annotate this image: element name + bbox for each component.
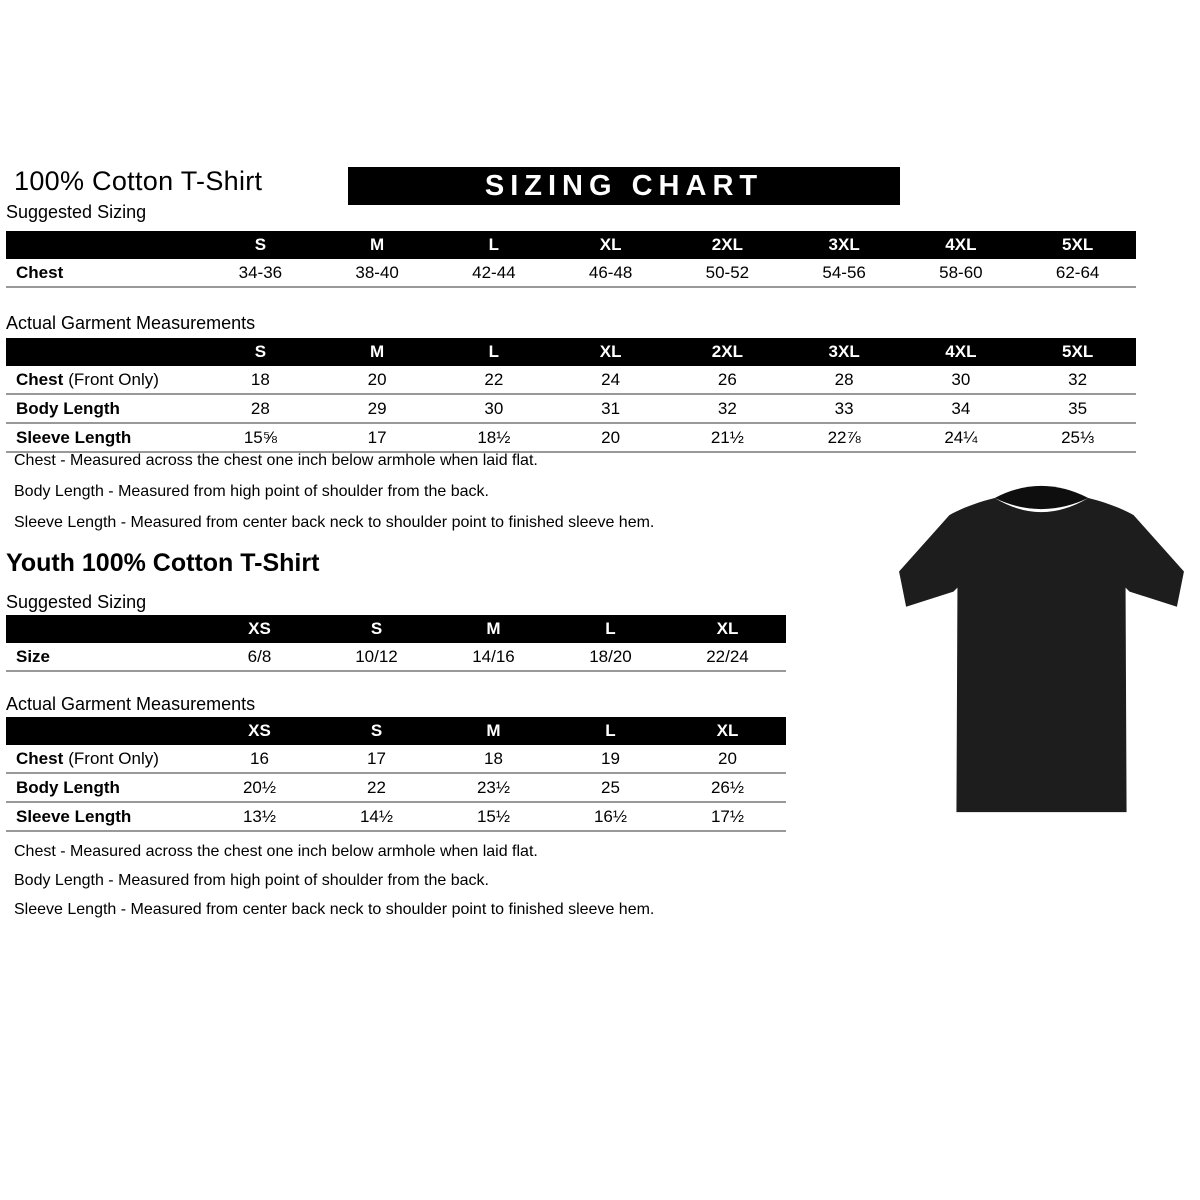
measurement-cell: 26	[669, 366, 786, 394]
row-label-suffix: (Front Only)	[68, 749, 159, 768]
measurement-cell: 28	[202, 394, 319, 423]
measurement-cell: 42-44	[436, 259, 553, 287]
sizing-chart-banner: SIZING CHART	[348, 167, 900, 205]
table-row	[6, 366, 1136, 394]
size-column-header: 2XL	[669, 231, 786, 259]
measurement-cell: 10/12	[318, 643, 435, 671]
note-line: Sleeve Length - Measured from center back neck to shoulder point to finished sleeve hem.	[14, 901, 655, 918]
size-column-header: M	[319, 231, 436, 259]
measurement-cell: 28	[786, 366, 903, 394]
adult-notes	[14, 452, 654, 545]
table-row	[6, 773, 786, 802]
row-label: Body Length	[6, 773, 201, 802]
size-column-header: 4XL	[903, 338, 1020, 366]
measurement-cell: 30	[903, 366, 1020, 394]
header-row	[6, 338, 1136, 366]
measurement-cell: 22	[318, 773, 435, 802]
measurement-cell: 16	[201, 745, 318, 773]
size-column-header: XS	[201, 717, 318, 745]
youth-actual-table	[6, 717, 786, 832]
size-column-header: M	[435, 717, 552, 745]
measurement-cell: 13½	[201, 802, 318, 831]
adult-suggested-table	[6, 231, 1136, 288]
row-label-suffix: (Front Only)	[68, 370, 159, 389]
size-column-header: 3XL	[786, 231, 903, 259]
measurement-cell: 50-52	[669, 259, 786, 287]
table-row	[6, 423, 1136, 452]
youth-actual-measurements-label: Actual Garment Measurements	[6, 694, 256, 714]
page-title: 100% Cotton T-Shirt	[14, 166, 263, 196]
size-column-header: XL	[552, 338, 669, 366]
header-row	[6, 231, 1136, 259]
measurement-cell: 24	[552, 366, 669, 394]
measurement-cell: 25	[552, 773, 669, 802]
measurement-cell: 22/24	[669, 643, 786, 671]
corner-cell	[6, 338, 202, 366]
size-column-header: 5XL	[1019, 338, 1136, 366]
measurement-cell: 20	[319, 366, 436, 394]
measurement-cell: 33	[786, 394, 903, 423]
table-row	[6, 745, 786, 773]
size-column-header: 4XL	[903, 231, 1020, 259]
size-column-header: L	[552, 615, 669, 643]
measurement-cell: 25⅓	[1019, 423, 1136, 452]
measurement-cell: 30	[436, 394, 553, 423]
row-label-main: Chest	[16, 370, 64, 389]
row-label	[6, 745, 201, 773]
measurement-cell: 6/8	[201, 643, 318, 671]
measurement-cell: 17	[319, 423, 436, 452]
size-column-header: XL	[669, 615, 786, 643]
size-column-header: L	[436, 338, 553, 366]
note-line: Body Length - Measured from high point of shoulder from the back.	[14, 483, 489, 500]
row-label: Chest	[6, 259, 202, 287]
row-label: Sleeve Length	[6, 423, 202, 452]
measurement-cell: 16½	[552, 802, 669, 831]
size-column-header: M	[319, 338, 436, 366]
measurement-cell: 18½	[436, 423, 553, 452]
header-row	[6, 717, 786, 745]
header-row	[6, 615, 786, 643]
measurement-cell: 17	[318, 745, 435, 773]
measurement-cell: 34	[903, 394, 1020, 423]
measurement-cell: 20½	[201, 773, 318, 802]
table-row	[6, 643, 786, 671]
adult-suggested-sizing-label: Suggested Sizing	[6, 202, 147, 222]
adult-actual-measurements-label: Actual Garment Measurements	[6, 313, 256, 333]
row-label-main: Chest	[16, 749, 64, 768]
tshirt-image	[890, 472, 1192, 828]
measurement-cell: 38-40	[319, 259, 436, 287]
measurement-cell: 31	[552, 394, 669, 423]
measurement-cell: 22⅞	[786, 423, 903, 452]
corner-cell	[6, 717, 201, 745]
adult-actual-table	[6, 338, 1136, 453]
note-line: Chest - Measured across the chest one inch below armhole when laid flat.	[14, 452, 538, 469]
measurement-cell: 29	[319, 394, 436, 423]
size-column-header: L	[436, 231, 553, 259]
size-column-header: 2XL	[669, 338, 786, 366]
measurement-cell: 58-60	[903, 259, 1020, 287]
corner-cell	[6, 231, 202, 259]
measurement-cell: 46-48	[552, 259, 669, 287]
row-label: Body Length	[6, 394, 202, 423]
measurement-cell: 32	[669, 394, 786, 423]
size-column-header: XL	[669, 717, 786, 745]
note-line: Sleeve Length - Measured from center back neck to shoulder point to finished sleeve hem.	[14, 514, 655, 531]
table-row	[6, 802, 786, 831]
tshirt-body-shape	[899, 498, 1184, 812]
measurement-cell: 62-64	[1019, 259, 1136, 287]
measurement-cell: 23½	[435, 773, 552, 802]
measurement-cell: 34-36	[202, 259, 319, 287]
measurement-cell: 14½	[318, 802, 435, 831]
size-column-header: S	[318, 615, 435, 643]
measurement-cell: 15⅝	[202, 423, 319, 452]
size-column-header: L	[552, 717, 669, 745]
row-label: Size	[6, 643, 201, 671]
youth-suggested-table	[6, 615, 786, 672]
size-column-header: XS	[201, 615, 318, 643]
size-column-header: 3XL	[786, 338, 903, 366]
measurement-cell: 24¼	[903, 423, 1020, 452]
youth-suggested-sizing-label: Suggested Sizing	[6, 592, 147, 612]
measurement-cell: 18	[435, 745, 552, 773]
size-column-header: M	[435, 615, 552, 643]
table-row	[6, 259, 1136, 287]
measurement-cell: 22	[436, 366, 553, 394]
size-column-header: 5XL	[1019, 231, 1136, 259]
measurement-cell: 35	[1019, 394, 1136, 423]
measurement-cell: 18	[202, 366, 319, 394]
note-line: Chest - Measured across the chest one inch below armhole when laid flat.	[14, 843, 538, 860]
measurement-cell: 18/20	[552, 643, 669, 671]
row-label: Sleeve Length	[6, 802, 201, 831]
measurement-cell: 14/16	[435, 643, 552, 671]
youth-notes	[14, 843, 654, 930]
measurement-cell: 20	[552, 423, 669, 452]
youth-title: Youth 100% Cotton T-Shirt	[6, 549, 320, 577]
size-column-header: S	[318, 717, 435, 745]
size-column-header: S	[202, 231, 319, 259]
measurement-cell: 15½	[435, 802, 552, 831]
size-column-header: XL	[552, 231, 669, 259]
measurement-cell: 32	[1019, 366, 1136, 394]
corner-cell	[6, 615, 201, 643]
measurement-cell: 20	[669, 745, 786, 773]
measurement-cell: 17½	[669, 802, 786, 831]
measurement-cell: 26½	[669, 773, 786, 802]
measurement-cell: 54-56	[786, 259, 903, 287]
measurement-cell: 21½	[669, 423, 786, 452]
measurement-cell: 19	[552, 745, 669, 773]
row-label	[6, 366, 202, 394]
note-line: Body Length - Measured from high point of shoulder from the back.	[14, 872, 489, 889]
table-row	[6, 394, 1136, 423]
size-column-header: S	[202, 338, 319, 366]
